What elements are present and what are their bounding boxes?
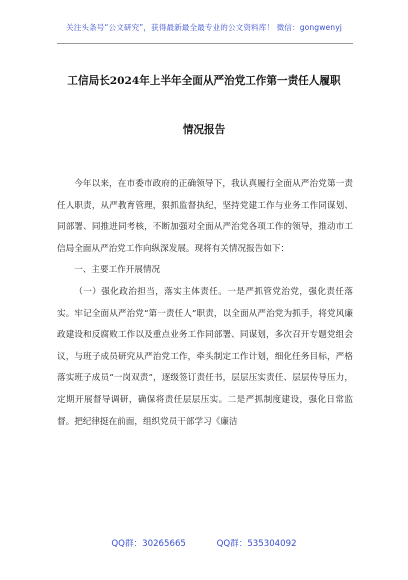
- header-note: 关注头条号“公文研究”，获得最新最全最专业的公文资料库！ 微信：gongwenyj: [66, 23, 342, 32]
- footer-contacts: [0, 537, 408, 549]
- footer-qq-group-1: QQ群：30265665: [111, 539, 186, 549]
- paragraph-section-1: （一）强化政治担当，落实主体责任。一是严抓管党治党，强化责任落实。牢记全面从严治党“第一责任人”职责，以全面从严治党为抓手，将党风廉政建设和反腐败工作以及重点业务工作同部署、同谋划，多次召开专题党组会议，与班子成员研究从严治党工作，牵头制定工作计划，细化任务目标，严格落实班子成员“一岗双责”，逐级签订责任书，层层压实责任、层层传导压力，定期开展督导调研，确保将责任层层压实。二是严抓制度建设，强化日常监督。把纪律挺在前面，组织党员干部学习《廉洁: [57, 286, 353, 427]
- paragraph-intro: 今年以来，在市委市政府的正确领导下，我认真履行全面从严治党第一责任人职责，从严教育管理，狠抓监督执纪，坚持党建工作与业务工作同谋划、同部署、同推进同考核，不断加强对全面从严治党各项工作的领导，推动市工信局全面从严治党工作向纵深发展。现将有关情况报告如下：: [57, 179, 353, 254]
- document-body: [57, 174, 353, 433]
- section-heading: 一、主要工作开展情况: [74, 265, 161, 276]
- header-divider: [57, 43, 353, 44]
- document-title-line1: 工信局长2024年上半年全面从严治党工作第一责任人履职: [67, 75, 341, 87]
- document-title-line2: 情况报告: [182, 124, 226, 136]
- footer-qq-group-2: QQ群：535304092: [216, 539, 297, 549]
